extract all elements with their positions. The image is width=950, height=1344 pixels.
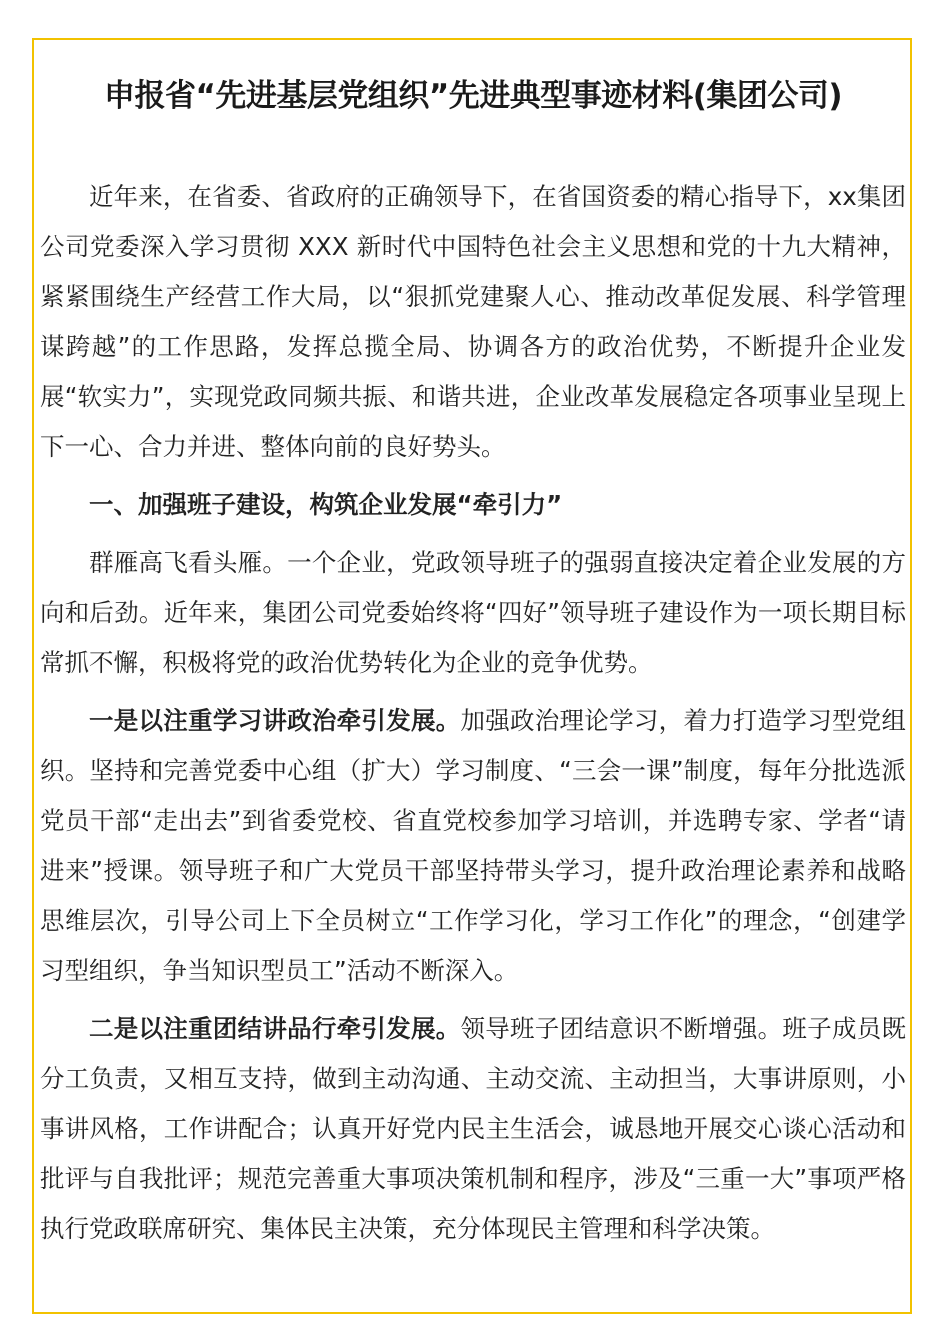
document-title: 申报省“先进基层党组织”先进典型事迹材料(集团公司) bbox=[103, 78, 843, 114]
paragraph-text: 领导班子团结意识不断增强。班子成员既分工负责，又相互支持，做到主动沟通、主动交流、主动担当，大事讲原则，小事讲风格，工作讲配合；认真开好党内民主生活会，诚恳地开展交心谈心活动和批评与自我批评；规范完善重大事项决策机制和程序，涉及“三重一大”事项严格执行党政联席研究、集体民主决策，充分体现民主管理和科学决策。 bbox=[40, 1014, 906, 1243]
paragraph-section-intro bbox=[40, 538, 906, 688]
document-body bbox=[40, 70, 906, 1254]
paragraph-point-two bbox=[40, 1004, 906, 1254]
section-heading-text: 一、加强班子建设，构筑企业发展“牵引力” bbox=[89, 490, 563, 519]
section-heading bbox=[40, 480, 906, 530]
paragraph-intro bbox=[40, 172, 906, 472]
paragraph-text: 群雁高飞看头雁。一个企业，党政领导班子的强弱直接决定着企业发展的方向和后劲。近年来，集团公司党委始终将“四好”领导班子建设作为一项长期目标常抓不懈，积极将党的政治优势转化为企业的竞争优势。 bbox=[40, 548, 906, 677]
paragraph-text: 近年来，在省委、省政府的正确领导下，在省国资委的精心指导下，xx集团公司党委深入学习贯彻 XXX 新时代中国特色社会主义思想和党的十九大精神，紧紧围绕生产经营工作大局，以“狠抓党建聚人心、推动改革促发展、科学管理谋跨越”的工作思路，发挥总揽全局、协调各方的政治优势，不断提升企业发展“软实力”，实现党政同频共振、和谐共进，企业改革发展稳定各项事业呈现上下一心、合力并进、整体向前的良好势头。 bbox=[40, 182, 906, 461]
paragraph-lead: 一是以注重学习讲政治牵引发展。 bbox=[89, 706, 461, 735]
paragraph-text: 加强政治理论学习，着力打造学习型党组织。坚持和完善党委中心组（扩大）学习制度、“三会一课”制度，每年分批选派党员干部“走出去”到省委党校、省直党校参加学习培训，并选聘专家、学者“请进来”授课。领导班子和广大党员干部坚持带头学习，提升政治理论素养和战略思维层次，引导公司上下全员树立“工作学习化，学习工作化”的理念，“创建学习型组织，争当知识型员工”活动不断深入。 bbox=[40, 706, 906, 985]
paragraph-point-one bbox=[40, 696, 906, 996]
paragraph-lead: 二是以注重团结讲品行牵引发展。 bbox=[89, 1014, 461, 1043]
